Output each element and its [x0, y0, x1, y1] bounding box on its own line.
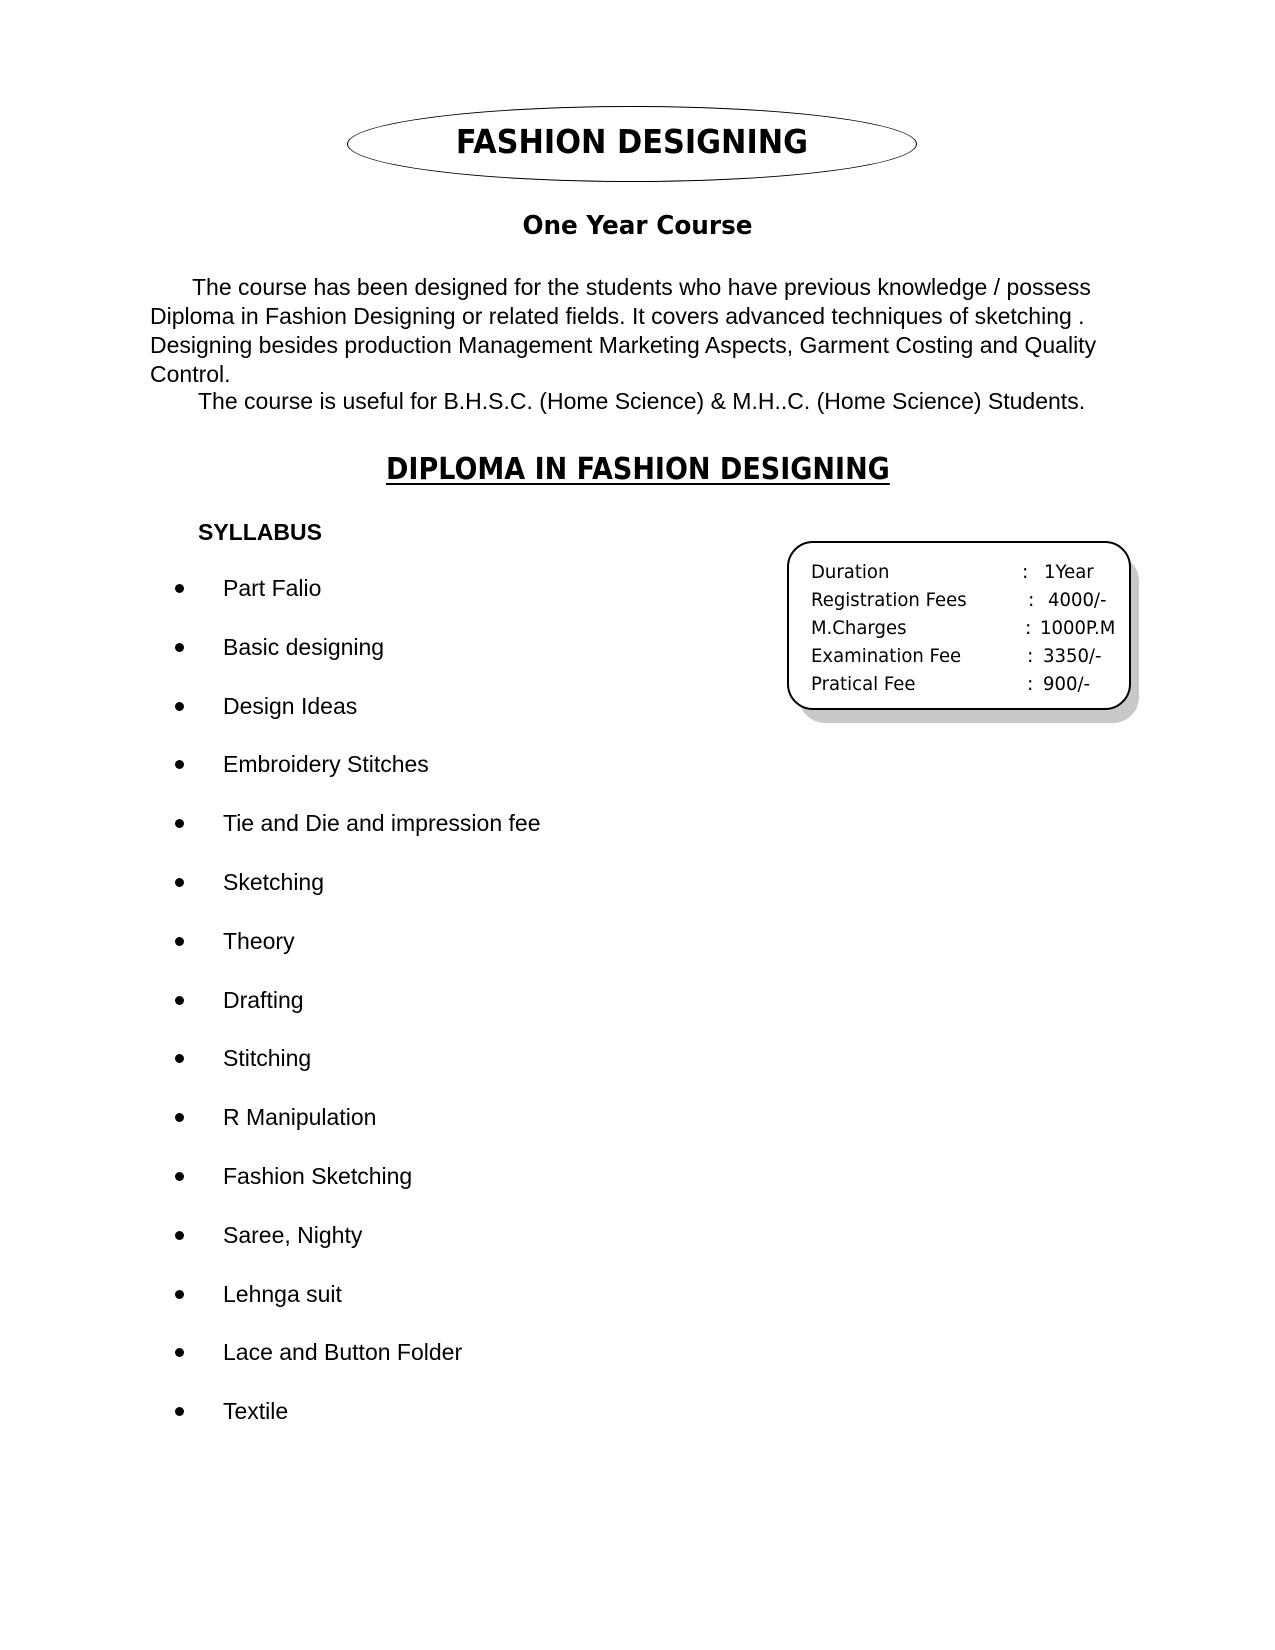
syllabus-item-text: Sketching: [223, 868, 325, 895]
bullet-icon: [175, 1231, 184, 1240]
fee-label: Registration Fees: [811, 589, 967, 611]
fee-colon: :: [1025, 617, 1032, 639]
bullet-icon: [175, 1348, 184, 1357]
fee-colon: :: [1027, 673, 1034, 695]
syllabus-item-text: Theory: [223, 927, 295, 954]
syllabus-item-text: Lehnga suit: [223, 1280, 342, 1307]
fee-row-examination: [811, 642, 1111, 670]
syllabus-heading: SYLLABUS: [198, 519, 322, 545]
bullet-icon: [175, 996, 184, 1005]
course-subtitle: One Year Course: [522, 211, 753, 241]
syllabus-item-text: Design Ideas: [223, 692, 358, 719]
fee-details-box: [787, 541, 1131, 710]
syllabus-item-text: Fashion Sketching: [223, 1162, 413, 1189]
bullet-icon: [175, 1407, 184, 1416]
fee-colon: :: [1022, 561, 1029, 583]
syllabus-item-text: Lace and Button Folder: [223, 1339, 463, 1366]
bullet-icon: [175, 937, 184, 946]
syllabus-item-text: Embroidery Stitches: [223, 751, 429, 778]
page-title: FASHION DESIGNING: [455, 122, 809, 161]
bullet-icon: [175, 819, 184, 828]
intro-paragraph-1: The course has been designed for the students who have previous knowledge / possess Diploma in Fashion Designing or related fields. It covers advanced techniques of sketching . Designing besides production Management Marketing Aspects, Garment Costing and Quality Control.: [150, 274, 1097, 387]
bullet-icon: [175, 878, 184, 887]
fee-row-m-charges: [811, 614, 1116, 642]
fee-colon: :: [1027, 645, 1034, 667]
syllabus-item-text: Basic designing: [223, 633, 385, 660]
fee-row-duration: [811, 558, 1111, 586]
fee-row-registration: [811, 586, 1111, 614]
fee-value: 3350/-: [1043, 645, 1102, 667]
bullet-icon: [175, 702, 184, 711]
fee-value: 4000/-: [1048, 589, 1107, 611]
bullet-icon: [175, 1290, 184, 1299]
bullet-icon: [175, 1054, 184, 1063]
fee-label: Duration: [811, 561, 890, 583]
fee-value: 1Year: [1044, 561, 1094, 583]
bullet-icon: [175, 1172, 184, 1181]
fee-label: Pratical Fee: [811, 673, 916, 695]
bullet-icon: [175, 760, 184, 769]
fee-row-practical: [811, 670, 1111, 698]
fee-label: M.Charges: [811, 617, 907, 639]
fee-colon: :: [1028, 589, 1035, 611]
intro-paragraph-2: The course is useful for B.H.S.C. (Home Science) & M.H..C. (Home Science) Students.: [198, 388, 1086, 414]
diploma-heading: [0, 450, 1275, 490]
syllabus-item-text: Tie and Die and impression fee: [223, 810, 541, 837]
bullet-icon: [175, 643, 184, 652]
syllabus-item-text: Textile: [223, 1398, 289, 1425]
syllabus-item-text: Saree, Nighty: [223, 1221, 363, 1248]
syllabus-item-text: R Manipulation: [223, 1104, 377, 1131]
fee-value: 900/-: [1043, 673, 1091, 695]
syllabus-item-text: Stitching: [223, 1045, 312, 1072]
diploma-heading-text: DIPLOMA IN FASHION DESIGNING: [385, 452, 890, 487]
syllabus-item-text: Drafting: [223, 986, 304, 1013]
bullet-icon: [175, 584, 184, 593]
fee-label: Examination Fee: [811, 645, 962, 667]
bullet-icon: [175, 1113, 184, 1122]
syllabus-item-text: Part Falio: [223, 575, 322, 601]
fee-value: 1000P.M: [1040, 617, 1116, 639]
